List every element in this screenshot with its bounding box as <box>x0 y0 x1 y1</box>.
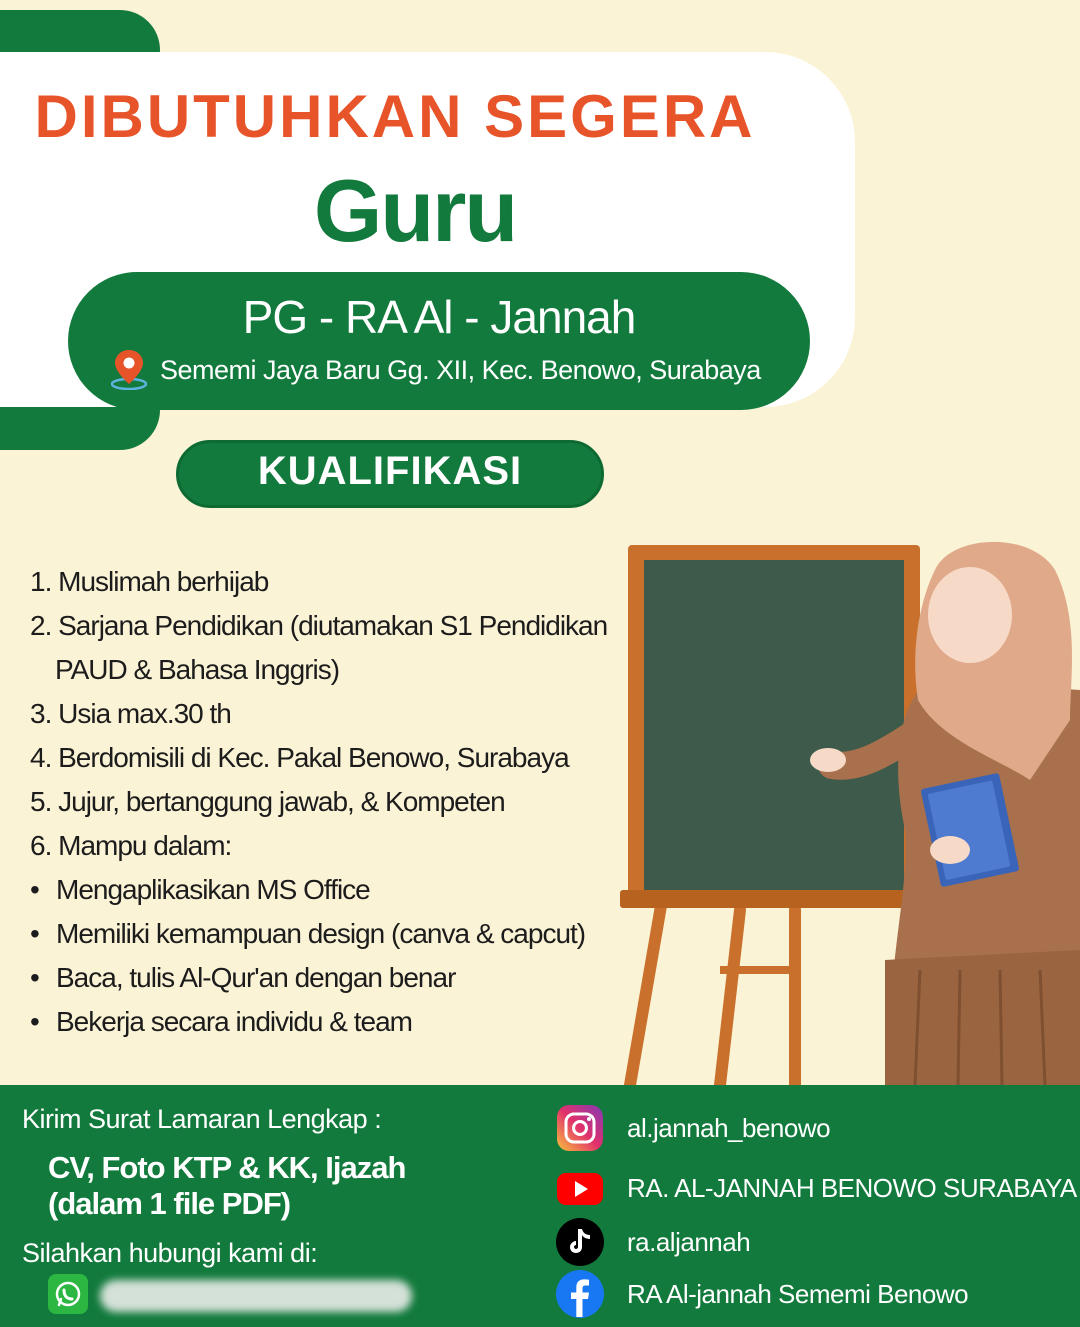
contact-label: Silahkan hubungi kami di: <box>22 1238 318 1268</box>
list-item: PAUD & Bahasa Inggris) <box>55 654 340 685</box>
list-item: 6. Mampu dalam: <box>30 830 232 861</box>
documents-line: CV, Foto KTP & KK, Ijazah <box>48 1150 406 1185</box>
facebook-icon <box>555 1269 605 1319</box>
social-label: RA. AL-JANNAH BENOWO SURABAYA <box>627 1172 1077 1203</box>
bullet-item: • Baca, tulis Al-Qur'an dengan benar <box>30 962 456 993</box>
social-label: ra.aljannah <box>627 1226 751 1257</box>
list-item: 5. Jujur, bertanggung jawab, & Kompeten <box>30 786 505 817</box>
bullet-item: • Memiliki kemampuan design (canva & capcut) <box>30 918 586 949</box>
social-label: al.jannah_benowo <box>627 1112 831 1143</box>
address-row <box>108 348 808 392</box>
bullet-item: • Mengaplikasikan MS Office <box>30 874 370 905</box>
position-title: Guru <box>313 161 517 260</box>
phone-number-redacted <box>100 1280 412 1312</box>
teacher-illustration <box>600 530 1080 1090</box>
qualification-list <box>30 560 650 1044</box>
tiktok-icon <box>555 1217 605 1267</box>
social-facebook[interactable] <box>555 1268 968 1320</box>
list-item: 3. Usia max.30 th <box>30 698 231 729</box>
list-item: 1. Muslimah berhijab <box>30 566 269 597</box>
social-youtube[interactable] <box>555 1162 1077 1214</box>
social-label: RA Al-jannah Sememi Benowo <box>627 1278 969 1309</box>
school-name: PG - RA Al - Jannah <box>242 291 636 343</box>
location-pin-icon <box>108 346 150 395</box>
whatsapp-icon[interactable] <box>48 1274 88 1314</box>
section-title: KUALIFIKASI <box>257 449 523 493</box>
social-instagram[interactable] <box>555 1102 830 1154</box>
bullet-item: • Bekerja secara individu & team <box>30 1006 412 1037</box>
headline: DIBUTUHKAN SEGERA <box>34 83 756 150</box>
send-label: Kirim Surat Lamaran Lengkap : <box>22 1104 382 1134</box>
list-item: 2. Sarjana Pendidikan (diutamakan S1 Pendidikan <box>30 610 608 641</box>
address-text: Sememi Jaya Baru Gg. XII, Kec. Benowo, Surabaya <box>160 354 761 385</box>
list-item: 4. Berdomisili di Kec. Pakal Benowo, Surabaya <box>30 742 569 773</box>
documents-line: (dalam 1 file PDF) <box>48 1186 291 1221</box>
instagram-icon <box>555 1103 605 1153</box>
youtube-icon <box>555 1163 605 1213</box>
social-tiktok[interactable] <box>555 1216 750 1268</box>
